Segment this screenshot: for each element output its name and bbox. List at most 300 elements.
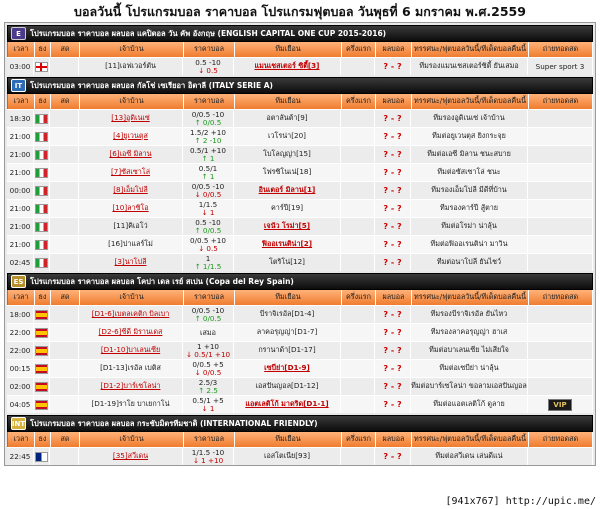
home-team-link[interactable]: [16]ปาแลร์โม่ <box>108 239 153 248</box>
result-header: ผลบอล <box>376 94 412 109</box>
result-cell <box>375 306 411 323</box>
match-row <box>7 57 593 75</box>
away-team-cell <box>234 324 341 341</box>
league-section <box>7 415 593 465</box>
odds-cell <box>183 378 234 395</box>
league-logo-icon: E <box>11 27 26 40</box>
flag-cell <box>34 254 50 271</box>
image-size-note: [941x767] http://upic.me/ <box>445 496 596 507</box>
prediction-text: ทีมต่อซัสเซาโล่ ชนะ <box>411 164 528 181</box>
away-team-link[interactable]: แอตเลติโก้ มาดริด[D1-1] <box>245 399 329 408</box>
league-section <box>7 273 593 413</box>
away-team-link[interactable]: เอสปันญอล[D1-12] <box>255 381 319 390</box>
first-half-header: ครึ่งแรก <box>342 94 376 109</box>
away-team-link[interactable]: โตริโน่[12] <box>269 257 305 266</box>
first-half-header: ครึ่งแรก <box>342 42 376 57</box>
time-header: เวลา <box>8 290 35 305</box>
first-half-score <box>341 306 375 323</box>
away-header: ทีมเยือน <box>235 432 342 447</box>
first-half-score <box>341 58 375 75</box>
result-cell <box>375 218 411 235</box>
broadcast-header: ถ่ายทอดสด <box>529 94 593 109</box>
country-flag-icon <box>35 150 48 160</box>
home-team-cell <box>79 128 183 145</box>
broadcast-cell <box>528 146 593 163</box>
broadcast-cell <box>528 396 593 413</box>
odds-main: 1 <box>205 254 211 263</box>
home-team-cell <box>79 342 183 359</box>
country-flag-icon <box>35 382 48 392</box>
away-team-link[interactable]: โบโลญญ่า[15] <box>263 149 311 158</box>
result-cell <box>375 58 411 75</box>
away-team-cell <box>234 58 341 75</box>
time-header: เวลา <box>8 42 35 57</box>
home-team-link[interactable]: [D1-2]บาร์เซโลน่า <box>100 381 161 390</box>
match-time: 00:00 <box>7 182 34 199</box>
home-team-cell <box>79 236 183 253</box>
prediction-text: ทีมรองเอ็มโปลี มีดีที่บ้าน <box>411 182 528 199</box>
league-header <box>7 25 593 42</box>
match-row <box>7 377 593 395</box>
odds-cell <box>183 164 234 181</box>
match-time: 02:00 <box>7 378 34 395</box>
home-header: เจ้าบ้าน <box>80 94 184 109</box>
match-time: 18:00 <box>7 306 34 323</box>
vip-channel-badge[interactable]: VIP <box>548 399 571 411</box>
first-half-score <box>341 254 375 271</box>
result-cell <box>375 146 411 163</box>
result-cell <box>375 236 411 253</box>
home-team-link[interactable]: [13]อูดิเนเซ่ <box>111 113 150 122</box>
match-time: 18:30 <box>7 110 34 127</box>
prediction-text: ทีมต่อเซบีย่า น่าลุ้น <box>411 360 528 377</box>
odds-main: 0.5/1 +5 <box>192 396 224 405</box>
flag-cell <box>34 164 50 181</box>
odds-cell <box>183 360 234 377</box>
country-flag-icon <box>35 132 48 142</box>
away-team-cell <box>234 396 341 413</box>
result-cell <box>375 360 411 377</box>
result-score: ? - ? <box>383 400 402 409</box>
league-section <box>7 77 593 271</box>
result-header: ผลบอล <box>376 290 412 305</box>
away-team-link[interactable]: คาร์ปี[19] <box>270 203 304 212</box>
country-flag-icon <box>35 168 48 178</box>
odds-main: 1/1.5 -10 <box>191 448 225 457</box>
away-team-cell <box>234 306 341 323</box>
flag-header: ธง <box>35 42 51 57</box>
away-header: ทีมเยือน <box>235 42 342 57</box>
odds-change: ↓ 0.5/1 +10 <box>185 349 231 359</box>
odds-change: ↑ 1 <box>201 153 215 163</box>
result-cell <box>375 342 411 359</box>
page-title: บอลวันนี้ โปรแกรมบอล ราคาบอล โปรแกรมฟุตบอล วันพุธที่ 6 มกราคม พ.ศ.2559 <box>74 4 526 19</box>
home-team-link[interactable]: [3]นาโปลี <box>114 257 147 266</box>
home-team-cell <box>79 324 183 341</box>
odds-main: 0/0.5 +10 <box>190 236 226 245</box>
odds-change: ↑ 2 -10 <box>194 135 222 145</box>
league-title: โปรแกรมบอล ราคาบอล ผลบอล โคปา เดล เรย์ สเปน (Copa del Rey Spain) <box>30 276 294 286</box>
result-cell <box>375 324 411 341</box>
result-score: ? - ? <box>383 382 402 391</box>
match-time: 04:05 <box>7 396 34 413</box>
prediction-text: ทีมต่อบาร์เซโลน่า ขอลามเอสปันญอล <box>411 378 528 395</box>
prediction-text: ทีมรองลาคอรุญญ่า ฮาเส <box>411 324 528 341</box>
home-team-cell <box>79 58 183 75</box>
flag-cell <box>34 218 50 235</box>
broadcast-header: ถ่ายทอดสด <box>529 290 593 305</box>
time-header: เวลา <box>8 94 35 109</box>
match-row <box>7 163 593 181</box>
result-score: ? - ? <box>383 310 402 319</box>
league-title: โปรแกรมบอล ราคาบอล ผลบอล แคปิตอล วัน คัพ อังกฤษ (ENGLISH CAPITAL ONE CUP 2015-2016) <box>30 28 387 38</box>
match-time: 21:00 <box>7 128 34 145</box>
flag-cell <box>34 146 50 163</box>
match-time: 21:00 <box>7 146 34 163</box>
home-team-link[interactable]: [11]เอฟเวอร์ตัน <box>105 61 156 70</box>
match-time: 21:00 <box>7 200 34 217</box>
odds-change: ↓ 0/0.5 <box>194 189 222 199</box>
league-logo-icon: IT <box>11 79 26 92</box>
live-header: สด <box>51 432 80 447</box>
odds-main: 1/1.5 <box>198 200 218 209</box>
match-time: 22:45 <box>7 448 34 465</box>
first-half-score <box>341 236 375 253</box>
away-team-cell <box>234 254 341 271</box>
first-half-score <box>341 200 375 217</box>
prediction-text: ทีมต่อสวีเดน เล่นดีแน่ <box>411 448 528 465</box>
country-flag-icon <box>35 310 48 320</box>
prediction-header: ทรรศนะ/ฟุตบอลวันนี้/ทีเด็ดบอลคืนนี้ <box>412 94 529 109</box>
odds-main: 0.5/1 <box>198 164 218 173</box>
live-cell <box>50 306 79 323</box>
odds-main: 0/0.5 -10 <box>191 182 225 191</box>
result-score: ? - ? <box>383 150 402 159</box>
away-team-cell <box>234 110 341 127</box>
away-team-link[interactable]: เจนัว โรม่า[5] <box>263 221 311 230</box>
match-row <box>7 305 593 323</box>
match-row <box>7 447 593 465</box>
broadcast-cell <box>528 182 593 199</box>
away-team-cell <box>234 182 341 199</box>
away-team-cell <box>234 128 341 145</box>
match-time: 03:00 <box>7 58 34 75</box>
first-half-score <box>341 110 375 127</box>
first-half-score <box>341 182 375 199</box>
live-cell <box>50 360 79 377</box>
away-team-link[interactable]: โฟรซิโนเน่[18] <box>262 167 312 176</box>
home-team-link[interactable]: [6]เอซี มิลาน <box>109 149 152 158</box>
flag-cell <box>34 200 50 217</box>
prediction-text: ทีมรองคาร์ปี สู้ตาย <box>411 200 528 217</box>
home-team-link[interactable]: [D1-19]ราโย บาเยกาโน่ <box>91 399 170 408</box>
odds-change: ↓ 0.5 <box>198 65 218 75</box>
live-cell <box>50 128 79 145</box>
odds-cell <box>183 236 234 253</box>
prediction-text: ทีมต่อเอซี มิลาน ชนะสบาย <box>411 146 528 163</box>
match-time: 00:15 <box>7 360 34 377</box>
odds-change: ↓ 1 <box>201 207 215 217</box>
odds-cell <box>183 342 234 359</box>
away-team-cell <box>234 200 341 217</box>
home-team-link[interactable]: [D1-10]บาเลนเซีย <box>100 345 161 354</box>
flag-cell <box>34 58 50 75</box>
odds-change: ↓ 0.5 <box>198 243 218 253</box>
away-team-cell <box>234 360 341 377</box>
odds-change: ↑ 1 <box>201 171 215 181</box>
live-cell <box>50 218 79 235</box>
prediction-text: ทีมต่อฟิออเรนติน่า มาวิน <box>411 236 528 253</box>
odds-change: ↑ 2.5 <box>198 385 218 395</box>
result-score: ? - ? <box>383 258 402 267</box>
away-team-cell <box>234 448 341 465</box>
match-time: 21:00 <box>7 218 34 235</box>
result-cell <box>375 110 411 127</box>
result-cell <box>375 200 411 217</box>
live-cell <box>50 200 79 217</box>
away-header: ทีมเยือน <box>235 94 342 109</box>
away-team-link[interactable]: ลาคอรุญญ่า[D1-7] <box>256 327 318 336</box>
flag-cell <box>34 396 50 413</box>
match-row <box>7 341 593 359</box>
result-cell <box>375 128 411 145</box>
prediction-text: ทีมต่อแอตเลติโก้ ดูลาย <box>411 396 528 413</box>
country-flag-icon <box>35 222 48 232</box>
prediction-text: ทีมรองแมนเชสเตอร์ซิตี้ ยันเสมอ <box>411 58 528 75</box>
odds-main: 0/0.5 -10 <box>191 110 225 119</box>
odds-cell <box>183 324 234 341</box>
country-flag-icon <box>35 62 48 72</box>
away-team-link[interactable]: อินเตอร์ มิลาน[1] <box>258 185 316 194</box>
odds-main: 2.5/3 <box>198 378 218 387</box>
odds-change: ↓ 0/0.5 <box>194 367 222 377</box>
live-cell <box>50 146 79 163</box>
home-team-link[interactable]: [D2-6]ซีดี มิรานเดส <box>98 327 163 336</box>
odds-change: ↑ 0/0.5 <box>194 225 222 235</box>
away-team-link[interactable]: เวโรน่า[20] <box>268 131 306 140</box>
away-team-link[interactable]: อตาลันต้า[9] <box>266 113 308 122</box>
home-header: เจ้าบ้าน <box>80 42 184 57</box>
odds-main: เสมอ <box>200 327 216 337</box>
first-half-header: ครึ่งแรก <box>342 290 376 305</box>
match-row <box>7 145 593 163</box>
result-cell <box>375 164 411 181</box>
odds-main: 1 +10 <box>196 342 220 351</box>
odds-header: ราคาบอล <box>184 94 235 109</box>
first-half-score <box>341 128 375 145</box>
column-header-row <box>7 42 593 57</box>
league-logo-icon: INT <box>11 417 26 430</box>
first-half-score <box>341 324 375 341</box>
league-logo-icon: ES <box>11 275 26 288</box>
odds-cell <box>183 448 234 465</box>
odds-cell <box>183 218 234 235</box>
home-team-cell <box>79 182 183 199</box>
odds-main: 0.5 -10 <box>195 58 221 67</box>
broadcast-cell <box>528 200 593 217</box>
flag-header: ธง <box>35 94 51 109</box>
broadcast-cell <box>528 306 593 323</box>
first-half-score <box>341 164 375 181</box>
country-flag-icon <box>35 400 48 410</box>
flag-cell <box>34 128 50 145</box>
flag-cell <box>34 324 50 341</box>
home-team-cell <box>79 378 183 395</box>
broadcast-cell <box>528 342 593 359</box>
home-team-cell <box>79 448 183 465</box>
prediction-text: ทีมรองอูดิเนเซ่ เจ้าบ้าน <box>411 110 528 127</box>
broadcast-header: ถ่ายทอดสด <box>529 42 593 57</box>
result-score: ? - ? <box>383 168 402 177</box>
broadcast-cell <box>528 378 593 395</box>
odds-main: 0.5/1 +10 <box>190 146 226 155</box>
home-team-link[interactable]: [D1-13]เรอัล เบติส <box>100 363 161 372</box>
result-cell <box>375 254 411 271</box>
result-score: ? - ? <box>383 222 402 231</box>
broadcast-cell <box>528 164 593 181</box>
odds-cell <box>183 146 234 163</box>
broadcast-cell <box>528 128 593 145</box>
live-cell <box>50 182 79 199</box>
first-half-score <box>341 218 375 235</box>
away-team-link[interactable]: บีราจิเรอัล[D1-4] <box>259 309 315 318</box>
league-header <box>7 273 593 290</box>
result-cell <box>375 448 411 465</box>
odds-change: ↑ 0/0.5 <box>194 313 222 323</box>
odds-change: ↑ 0/0.5 <box>194 117 222 127</box>
live-cell <box>50 58 79 75</box>
live-header: สด <box>51 290 80 305</box>
away-team-link[interactable]: เซบีย่า[D1-9] <box>264 363 310 372</box>
away-team-cell <box>234 164 341 181</box>
live-cell <box>50 236 79 253</box>
odds-main: 0/0.5 -10 <box>191 306 225 315</box>
country-flag-icon <box>35 346 48 356</box>
result-score: ? - ? <box>383 452 402 461</box>
odds-main: 0.5 -10 <box>195 218 221 227</box>
away-team-cell <box>234 342 341 359</box>
odds-header: ราคาบอล <box>184 432 235 447</box>
flag-cell <box>34 360 50 377</box>
odds-cell <box>183 254 234 271</box>
match-row <box>7 395 593 413</box>
broadcast-cell <box>528 236 593 253</box>
match-row <box>7 199 593 217</box>
live-cell <box>50 254 79 271</box>
odds-cell <box>183 396 234 413</box>
home-team-link[interactable]: [8]เอ็มโปลี <box>113 185 148 194</box>
home-team-cell <box>79 218 183 235</box>
first-half-header: ครึ่งแรก <box>342 432 376 447</box>
broadcast-header: ถ่ายทอดสด <box>529 432 593 447</box>
live-cell <box>50 110 79 127</box>
match-row <box>7 323 593 341</box>
home-team-link[interactable]: [35]สวีเดน <box>112 451 149 460</box>
prediction-text: ทีมรองบีราจิเรอัล ยันไหว <box>411 306 528 323</box>
home-team-link[interactable]: [4]ยูเวนตุส <box>113 131 148 140</box>
home-team-cell <box>79 146 183 163</box>
result-score: ? - ? <box>383 186 402 195</box>
odds-cell <box>183 182 234 199</box>
result-cell <box>375 396 411 413</box>
prediction-header: ทรรศนะ/ฟุตบอลวันนี้/ทีเด็ดบอลคืนนี้ <box>412 290 529 305</box>
result-score: ? - ? <box>383 240 402 249</box>
result-score: ? - ? <box>383 346 402 355</box>
odds-cell <box>183 110 234 127</box>
live-cell <box>50 378 79 395</box>
prediction-header: ทรรศนะ/ฟุตบอลวันนี้/ทีเด็ดบอลคืนนี้ <box>412 432 529 447</box>
home-team-cell <box>79 396 183 413</box>
away-team-link[interactable]: ฟิออเรนติน่า[2] <box>261 239 313 248</box>
away-team-link[interactable]: กรานาด้า[D1-17] <box>258 345 316 354</box>
match-time: 21:00 <box>7 236 34 253</box>
match-row <box>7 181 593 199</box>
away-team-link[interactable]: เอสโตเนีย[93] <box>263 451 311 460</box>
odds-cell <box>183 200 234 217</box>
country-flag-icon <box>35 258 48 268</box>
broadcast-cell <box>528 218 593 235</box>
result-score: ? - ? <box>383 114 402 123</box>
live-cell <box>50 164 79 181</box>
flag-cell <box>34 110 50 127</box>
league-title: โปรแกรมบอล ราคาบอล ผลบอล กัลโช่ เซเรียอา อิตาลี (ITALY SERIE A) <box>30 80 273 90</box>
league-header <box>7 415 593 432</box>
live-cell <box>50 324 79 341</box>
result-score: ? - ? <box>383 132 402 141</box>
flag-cell <box>34 342 50 359</box>
away-team-cell <box>234 236 341 253</box>
league-header <box>7 77 593 94</box>
broadcast-cell <box>528 448 593 465</box>
home-team-cell <box>79 360 183 377</box>
flag-cell <box>34 378 50 395</box>
broadcast-cell <box>528 324 593 341</box>
away-header: ทีมเยือน <box>235 290 342 305</box>
live-cell <box>50 396 79 413</box>
odds-cell <box>183 128 234 145</box>
country-flag-icon <box>35 240 48 250</box>
result-header: ผลบอล <box>376 432 412 447</box>
home-team-cell <box>79 164 183 181</box>
flag-cell <box>34 236 50 253</box>
column-header-row <box>7 432 593 447</box>
result-score: ? - ? <box>383 204 402 213</box>
home-team-link[interactable]: [D1-6]เบตลเคติก บิลเบา <box>91 309 170 318</box>
odds-main: 0/0.5 +5 <box>192 360 224 369</box>
away-team-cell <box>234 146 341 163</box>
odds-change: ↓ 1 <box>201 403 215 413</box>
country-flag-icon <box>35 204 48 214</box>
away-team-link[interactable]: แมนเชสเตอร์ ซิตี้[3] <box>254 61 320 70</box>
country-flag-icon <box>35 114 48 124</box>
result-score: ? - ? <box>383 364 402 373</box>
match-row <box>7 127 593 145</box>
first-half-score <box>341 360 375 377</box>
home-team-link[interactable]: [11]คิเอโว่ <box>113 221 148 230</box>
live-cell <box>50 342 79 359</box>
home-team-link[interactable]: [7]ซัสเซาโล่ <box>110 167 151 176</box>
home-team-link[interactable]: [10]ลาซิโอ <box>112 203 149 212</box>
match-time: 22:00 <box>7 342 34 359</box>
odds-change: ↑ 1/1.5 <box>194 261 222 271</box>
flag-cell <box>34 182 50 199</box>
result-cell <box>375 378 411 395</box>
country-flag-icon <box>35 364 48 374</box>
odds-cell <box>183 58 234 75</box>
match-row <box>7 253 593 271</box>
result-cell <box>375 182 411 199</box>
prediction-text: ทีมต่อนาโปลี ยันไชว์ <box>411 254 528 271</box>
